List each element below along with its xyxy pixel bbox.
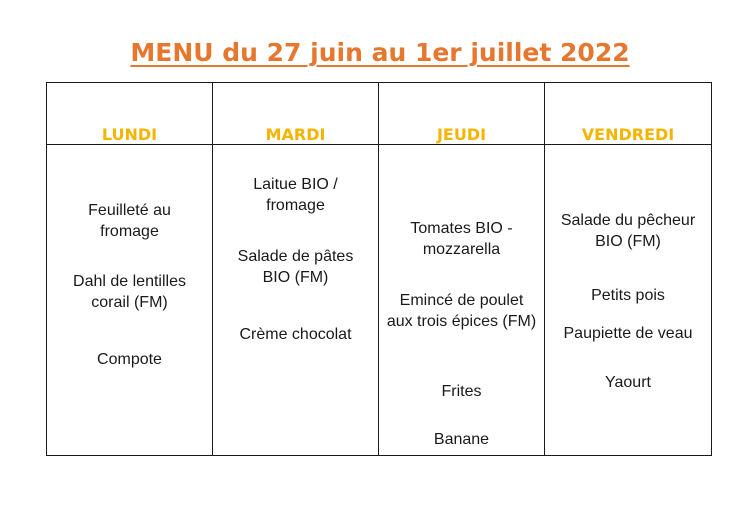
dish-item: Petits pois [591, 287, 665, 304]
dishes-cell-mardi [213, 145, 379, 456]
day-header-jeudi: JEUDI [379, 83, 545, 145]
dish-item: Tomates BIO - mozzarella [410, 220, 513, 258]
day-header-mardi: MARDI [213, 83, 379, 145]
dish-item: Compote [97, 351, 162, 368]
dishes-cell-lundi [47, 145, 213, 456]
dish-item: Banane [433, 431, 490, 448]
dish-item: Feuilleté au fromage [88, 202, 171, 240]
dish-item: Yaourt [605, 374, 651, 391]
dishes-cell-vendredi [545, 145, 712, 456]
dish-item: Crème chocolat [239, 326, 352, 343]
dish-item: Salade du pêcheur BIO (FM) [560, 212, 696, 250]
dish-item: Dahl de lentilles corail (FM) [73, 273, 186, 311]
dishes-cell-jeudi [379, 145, 545, 456]
dish-item: Salade de pâtes BIO (FM) [237, 248, 354, 286]
day-header-row [47, 83, 712, 145]
day-header-lundi: LUNDI [47, 83, 213, 145]
dish-item: Paupiette de veau [563, 325, 693, 342]
menu-table [46, 82, 712, 456]
dish-item: Frites [441, 383, 482, 400]
dish-item: Laitue BIO / fromage [253, 176, 338, 214]
dish-item: Emincé de poulet aux trois épices (FM) [386, 292, 537, 330]
dishes-row [47, 145, 712, 456]
menu-title: MENU du 27 juin au 1er juillet 2022 [130, 38, 630, 67]
day-header-vendredi: VENDREDI [545, 83, 712, 145]
